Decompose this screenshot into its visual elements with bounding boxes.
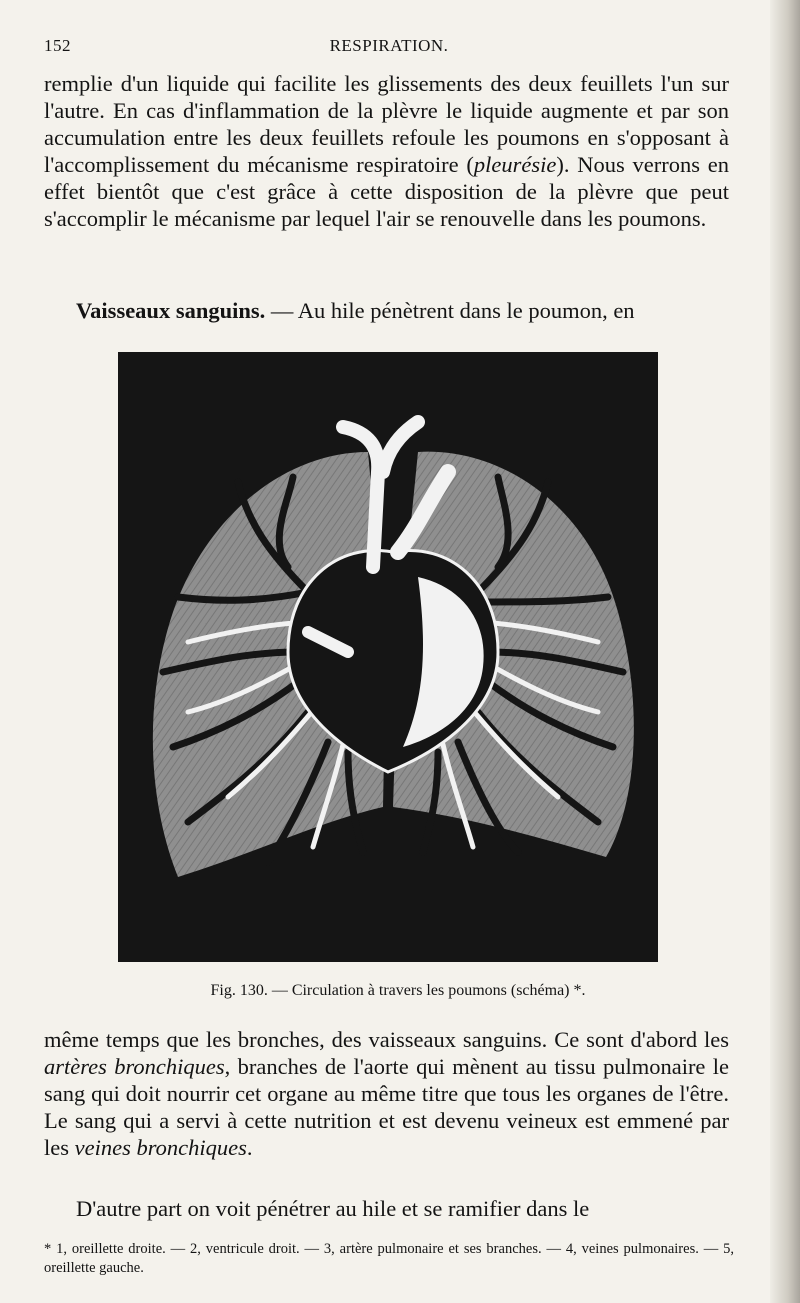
running-head (44, 36, 734, 60)
term-veines-bronchiques: veines bronchiques (74, 1135, 247, 1160)
term-pleuresie: pleurésie (473, 152, 557, 177)
running-title: RESPIRATION. (329, 36, 449, 55)
paragraph-vaisseaux (44, 297, 729, 324)
paragraph-arteres-text-2: , branches de l'aorte qui mènent au tissu pulmonaire le sang qui doit nourrir cet organe au même titre que tous les organes de l'être. Le sang qui a servi à cette nutrition et est devenu veineux est emmené par les (44, 1054, 729, 1160)
term-arteres-bronchiques: artères bronchiques (44, 1054, 225, 1079)
page-number: 152 (44, 36, 71, 55)
page-edge (770, 0, 800, 1303)
figure-caption: Fig. 130. — Circulation à travers les poumons (schéma) *. (210, 982, 586, 999)
section-heading-vaisseaux: Vaisseaux sanguins. (76, 298, 266, 323)
figure-footnote: * 1, oreillette droite. — 2, ventricule droit. — 3, artère pulmonaire et ses branches. — 4, veines pulmonaires. — 5, oreillette gauche. (44, 1241, 734, 1276)
paragraph-pleura-text-1: remplie d'un liquide qui facilite les glissements des deux feuillets l'un sur l'autre. En cas d'inflammation de la plèvre le liquide augmente et par son accumulation entre les deux feuillets refoule les poumons en s'opposant à l'accomplissement du mécanisme respiratoire ( (44, 71, 729, 177)
figure-lung-circulation (118, 352, 658, 962)
paragraph-pleura-text-2: ). Nous verrons en effet bientôt que c'est grâce à cette disposition de la plèvre que peut s'accomplir le mécanisme par lequel l'air se renouvelle dans les poumons. (44, 152, 730, 231)
paragraph-arteres (44, 1026, 729, 1161)
lung-circulation-illustration (118, 352, 658, 962)
paragraph-arteres-text-3: . (246, 1135, 253, 1160)
paragraph-hile: D'autre part on voit pénétrer au hile et se ramifier dans le (76, 1196, 590, 1221)
paragraph-arteres-text-1: même temps que les bronches, des vaisseaux sanguins. Ce sont d'abord les (44, 1027, 729, 1052)
paragraph-vaisseaux-text: — Au hile pénètrent dans le poumon, en (265, 298, 635, 323)
paragraph-pleura (44, 70, 729, 232)
